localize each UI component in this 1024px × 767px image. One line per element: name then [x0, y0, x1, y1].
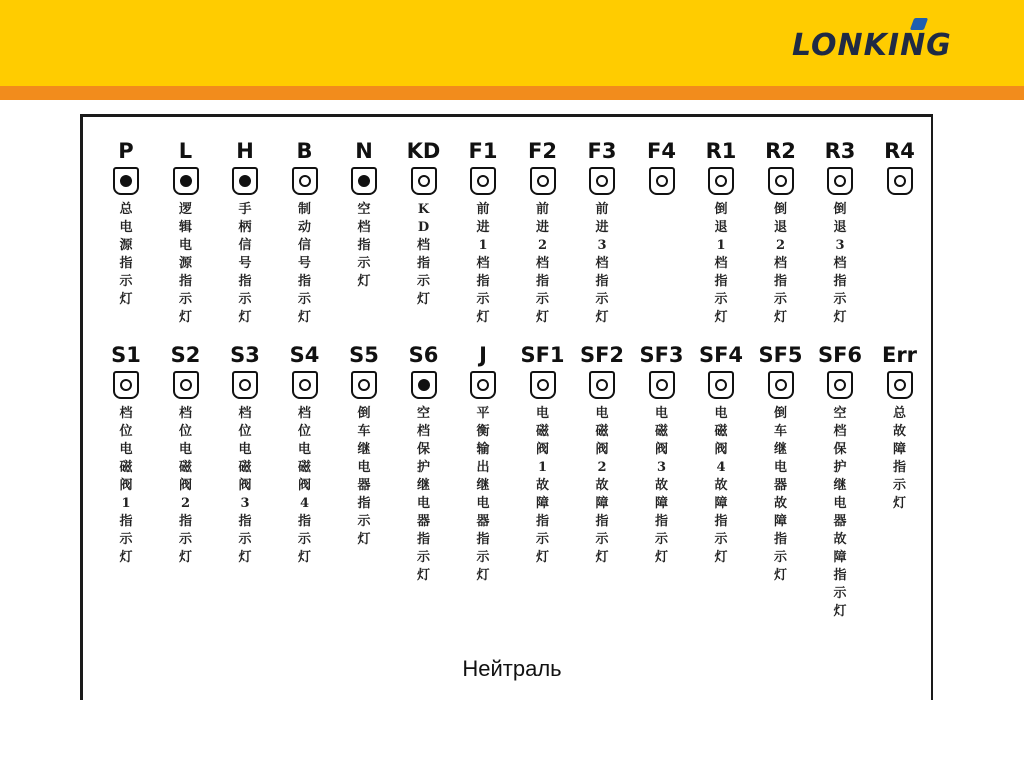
indicator-code: B — [296, 139, 313, 163]
lamp-dot-icon — [239, 379, 251, 391]
lamp-dot-icon — [120, 175, 132, 187]
indicator-description: 电磁阀4故障指示灯 — [714, 406, 728, 565]
indicator-f1 — [456, 139, 510, 327]
indicator-description: KD档指示灯 — [416, 202, 430, 307]
lamp-dot-icon — [358, 379, 370, 391]
lamp-dot-icon — [715, 175, 727, 187]
indicator-sf3 — [635, 343, 689, 567]
indicator-code: S6 — [408, 343, 439, 367]
indicator-sf4 — [694, 343, 748, 567]
lamp-off-icon — [887, 167, 913, 195]
indicator-code: Err — [881, 343, 918, 367]
indicator-description: 档位电磁阀3指示灯 — [238, 406, 252, 565]
indicator-kd — [397, 139, 451, 309]
lamp-on-icon — [351, 167, 377, 195]
indicator-code: J — [479, 343, 487, 367]
lamp-dot-icon — [239, 175, 251, 187]
indicator-code: R2 — [765, 139, 796, 163]
lamp-off-icon — [173, 371, 199, 399]
indicator-description: 手柄信号指示灯 — [238, 202, 252, 325]
lamp-off-icon — [649, 371, 675, 399]
lamp-off-icon — [649, 167, 675, 195]
indicator-code: R1 — [705, 139, 737, 163]
indicator-description: 档位电磁阀2指示灯 — [178, 406, 192, 565]
lamp-off-icon — [232, 371, 258, 399]
indicator-code: SF3 — [639, 343, 684, 367]
indicator-l — [159, 139, 213, 327]
indicator-description: 前进3档指示灯 — [595, 202, 609, 325]
lamp-off-icon — [351, 371, 377, 399]
indicator-description: 倒车继电器故障指示灯 — [773, 406, 787, 583]
lamp-dot-icon — [834, 175, 846, 187]
lamp-dot-icon — [537, 175, 549, 187]
indicator-code: P — [118, 139, 134, 163]
lamp-dot-icon — [775, 379, 787, 391]
indicator-description: 电磁阀2故障指示灯 — [595, 406, 609, 565]
lamp-dot-icon — [537, 379, 549, 391]
indicator-f4 — [635, 139, 689, 201]
indicator-description: 前进2档指示灯 — [535, 202, 549, 325]
indicator-r2 — [754, 139, 808, 327]
lamp-off-icon — [827, 167, 853, 195]
indicator-description: 制动信号指示灯 — [297, 202, 311, 325]
indicator-r1 — [694, 139, 748, 327]
indicator-code: F3 — [587, 139, 617, 163]
indicator-description: 空档保护继电器指示灯 — [416, 406, 430, 583]
lamp-off-icon — [470, 167, 496, 195]
indicator-code: SF1 — [520, 343, 565, 367]
lamp-dot-icon — [180, 175, 192, 187]
indicator-b — [278, 139, 332, 327]
lamp-on-icon — [411, 371, 437, 399]
indicator-s6 — [397, 343, 451, 585]
lamp-off-icon — [470, 371, 496, 399]
indicator-f2 — [516, 139, 570, 327]
lamp-on-icon — [173, 167, 199, 195]
indicator-code: S4 — [289, 343, 320, 367]
lamp-off-icon — [411, 167, 437, 195]
indicator-description: 前进1档指示灯 — [476, 202, 490, 325]
lamp-dot-icon — [299, 379, 311, 391]
lamp-off-icon — [589, 167, 615, 195]
lamp-off-icon — [768, 167, 794, 195]
indicator-description: 总故障指示灯 — [892, 406, 906, 511]
lamp-dot-icon — [477, 379, 489, 391]
lamp-dot-icon — [894, 379, 906, 391]
lamp-off-icon — [708, 167, 734, 195]
indicator-panel — [80, 114, 933, 700]
indicator-code: KD — [406, 139, 441, 163]
indicator-description: 空档指示灯 — [357, 202, 371, 289]
lamp-dot-icon — [120, 379, 132, 391]
lamp-off-icon — [530, 167, 556, 195]
indicator-s3 — [218, 343, 272, 567]
lamp-on-icon — [232, 167, 258, 195]
logo-wordmark: LONKING — [792, 28, 952, 63]
lamp-dot-icon — [894, 175, 906, 187]
lamp-dot-icon — [477, 175, 489, 187]
lamp-dot-icon — [715, 379, 727, 391]
indicator-p — [99, 139, 153, 309]
indicator-f3 — [575, 139, 629, 327]
indicator-code: F1 — [468, 139, 498, 163]
indicator-code: SF6 — [817, 343, 863, 367]
indicator-description: 档位电磁阀1指示灯 — [119, 406, 133, 565]
indicator-s2 — [159, 343, 213, 567]
indicator-code: S1 — [111, 343, 141, 367]
indicator-sf2 — [575, 343, 629, 567]
indicator-s5 — [337, 343, 391, 549]
indicator-code: N — [355, 139, 373, 163]
lamp-dot-icon — [299, 175, 311, 187]
indicator-description: 平衡输出继电器指示灯 — [476, 406, 490, 583]
indicator-description: 电磁阀3故障指示灯 — [654, 406, 668, 565]
indicator-code: R4 — [884, 139, 915, 163]
indicator-code: S2 — [170, 343, 201, 367]
lamp-off-icon — [113, 371, 139, 399]
indicator-h — [218, 139, 272, 327]
indicator-description: 倒退3档指示灯 — [833, 202, 847, 325]
lamp-off-icon — [708, 371, 734, 399]
lamp-dot-icon — [596, 175, 608, 187]
lamp-off-icon — [827, 371, 853, 399]
lamp-off-icon — [292, 167, 318, 195]
header-stripe — [0, 86, 1024, 100]
lamp-dot-icon — [596, 379, 608, 391]
lamp-off-icon — [887, 371, 913, 399]
lamp-off-icon — [768, 371, 794, 399]
indicator-code: R3 — [824, 139, 856, 163]
indicator-code: L — [178, 139, 193, 163]
lamp-off-icon — [530, 371, 556, 399]
indicator-code: SF5 — [758, 343, 803, 367]
lamp-dot-icon — [180, 379, 192, 391]
slide-caption: Нейтраль — [462, 656, 562, 681]
indicator-description: 倒退1档指示灯 — [714, 202, 728, 325]
lamp-on-icon — [113, 167, 139, 195]
indicator-code: F2 — [528, 139, 557, 163]
indicator-err — [873, 343, 927, 513]
lamp-off-icon — [589, 371, 615, 399]
indicator-code: H — [236, 139, 254, 163]
lamp-dot-icon — [656, 379, 668, 391]
indicator-code: S5 — [349, 343, 379, 367]
indicator-code: F4 — [647, 139, 676, 163]
lamp-off-icon — [292, 371, 318, 399]
indicator-r3 — [813, 139, 867, 327]
indicator-j — [456, 343, 510, 585]
indicator-code: SF2 — [579, 343, 625, 367]
indicator-sf6 — [813, 343, 867, 621]
indicator-sf1 — [516, 343, 570, 567]
indicator-description: 逻辑电源指示灯 — [178, 202, 192, 325]
lonking-logo — [792, 18, 1002, 68]
indicator-code: S3 — [230, 343, 260, 367]
lamp-dot-icon — [418, 175, 430, 187]
lamp-dot-icon — [418, 379, 430, 391]
indicator-description: 档位电磁阀4指示灯 — [297, 406, 311, 565]
indicator-description: 倒退2档指示灯 — [773, 202, 787, 325]
indicator-description: 空档保护继电器故障指示灯 — [833, 406, 847, 619]
lamp-dot-icon — [775, 175, 787, 187]
lamp-dot-icon — [656, 175, 668, 187]
indicator-description: 电磁阀1故障指示灯 — [535, 406, 549, 565]
indicator-n — [337, 139, 391, 291]
indicator-s4 — [278, 343, 332, 567]
indicator-code: SF4 — [698, 343, 744, 367]
indicator-description: 总电源指示灯 — [119, 202, 133, 307]
indicator-sf5 — [754, 343, 808, 585]
indicator-s1 — [99, 343, 153, 567]
lamp-dot-icon — [834, 379, 846, 391]
lamp-dot-icon — [358, 175, 370, 187]
indicator-description: 倒车继电器指示灯 — [357, 406, 371, 547]
indicator-r4 — [873, 139, 927, 201]
